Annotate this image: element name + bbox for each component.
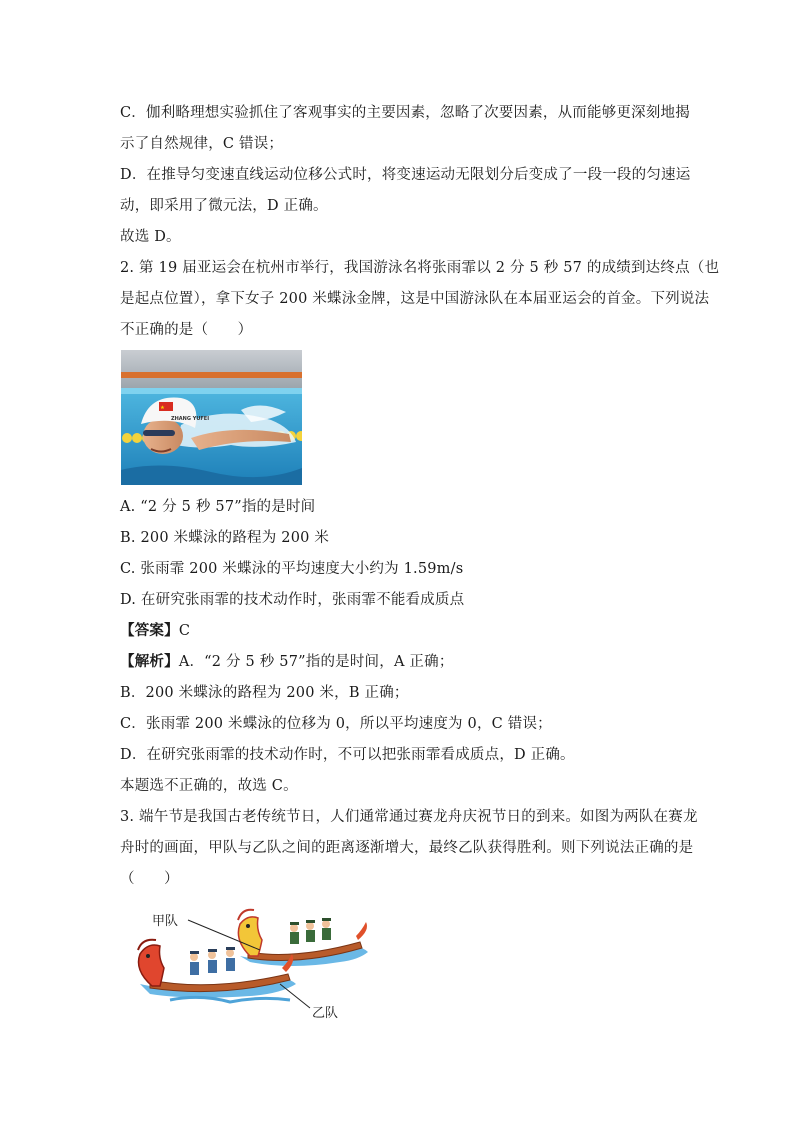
q3-stem-line3: （ ） xyxy=(120,871,179,887)
pool-wall xyxy=(121,350,302,390)
q1-option-d-line2: 动，即采用了微元法，D 正确。 xyxy=(120,198,328,214)
q2-stem-line3: 不正确的是（ ） xyxy=(120,322,253,338)
q1-option-d-line1: D．在推导匀变速直线运动位移公式时，将变速运动无限划分后变成了一段一段的匀速运 xyxy=(120,167,691,183)
q2-stem-line1: 2. 第 19 届亚运会在杭州市举行，我国游泳名将张雨霏以 2 分 5 秒 57 的成绩到达终点（也 xyxy=(120,260,720,276)
dragon-boat-figure xyxy=(130,900,380,1025)
q1-option-c-line1: C．伽利略理想实验抓住了客观事实的主要因素，忽略了次要因素，从而能够更深刻地揭 xyxy=(120,105,690,121)
q2-analysis-a xyxy=(120,652,454,672)
pointer-yi xyxy=(280,984,310,1008)
q2-option-c: C. 张雨霏 200 米蝶泳的平均速度大小约为 1.59m/s xyxy=(120,561,464,577)
answer-value: C xyxy=(178,623,191,639)
label-jia: 甲队 xyxy=(152,914,179,929)
q3-stem-line1: 3. 端午节是我国古老传统节日，人们通常通过赛龙舟庆祝节日的到来。如图为两队在赛龙 xyxy=(120,809,698,825)
q2-analysis-b: B．200 米蝶泳的路程为 200 米，B 正确； xyxy=(120,685,409,701)
china-flag xyxy=(159,402,173,411)
q2-option-d: D. 在研究张雨霏的技术动作时，张雨霏不能看成质点 xyxy=(120,592,465,608)
q2-option-a: A. “2 分 5 秒 57”指的是时间 xyxy=(120,499,316,515)
boat-jia xyxy=(238,910,368,966)
q2-analysis-d: D．在研究张雨霏的技术动作时，不可以把张雨霏看成质点，D 正确。 xyxy=(120,747,575,763)
swimmer-photo xyxy=(121,350,302,485)
boat-yi xyxy=(138,940,296,1002)
q1-option-c-line2: 示了自然规律，C 错误； xyxy=(120,136,284,152)
pool-stripe xyxy=(121,372,302,378)
q2-conclusion: 本题选不正确的，故选 C。 xyxy=(120,778,298,794)
q2-stem-line2: 是起点位置），拿下女子 200 米蝶泳金牌，这是中国游泳队在本届亚运会的首金。下列说法 xyxy=(120,291,710,307)
answer-tag: 【答案】 xyxy=(120,622,179,639)
q2-answer xyxy=(120,621,190,641)
analysis-a-text: A．“2 分 5 秒 57”指的是时间，A 正确； xyxy=(178,654,454,670)
analysis-tag: 【解析】 xyxy=(120,653,179,670)
cap-text: ZHANG YUFEI xyxy=(171,416,210,422)
label-yi: 乙队 xyxy=(312,1006,339,1021)
goggles xyxy=(143,430,175,436)
q2-analysis-c: C．张雨霏 200 米蝶泳的位移为 0，所以平均速度为 0，C 错误； xyxy=(120,716,552,732)
q2-option-b: B. 200 米蝶泳的路程为 200 米 xyxy=(120,530,330,546)
q3-stem-line2: 舟时的画面，甲队与乙队之间的距离逐渐增大，最终乙队获得胜利。则下列说法正确的是 xyxy=(120,840,694,856)
q1-conclusion: 故选 D。 xyxy=(120,229,181,245)
